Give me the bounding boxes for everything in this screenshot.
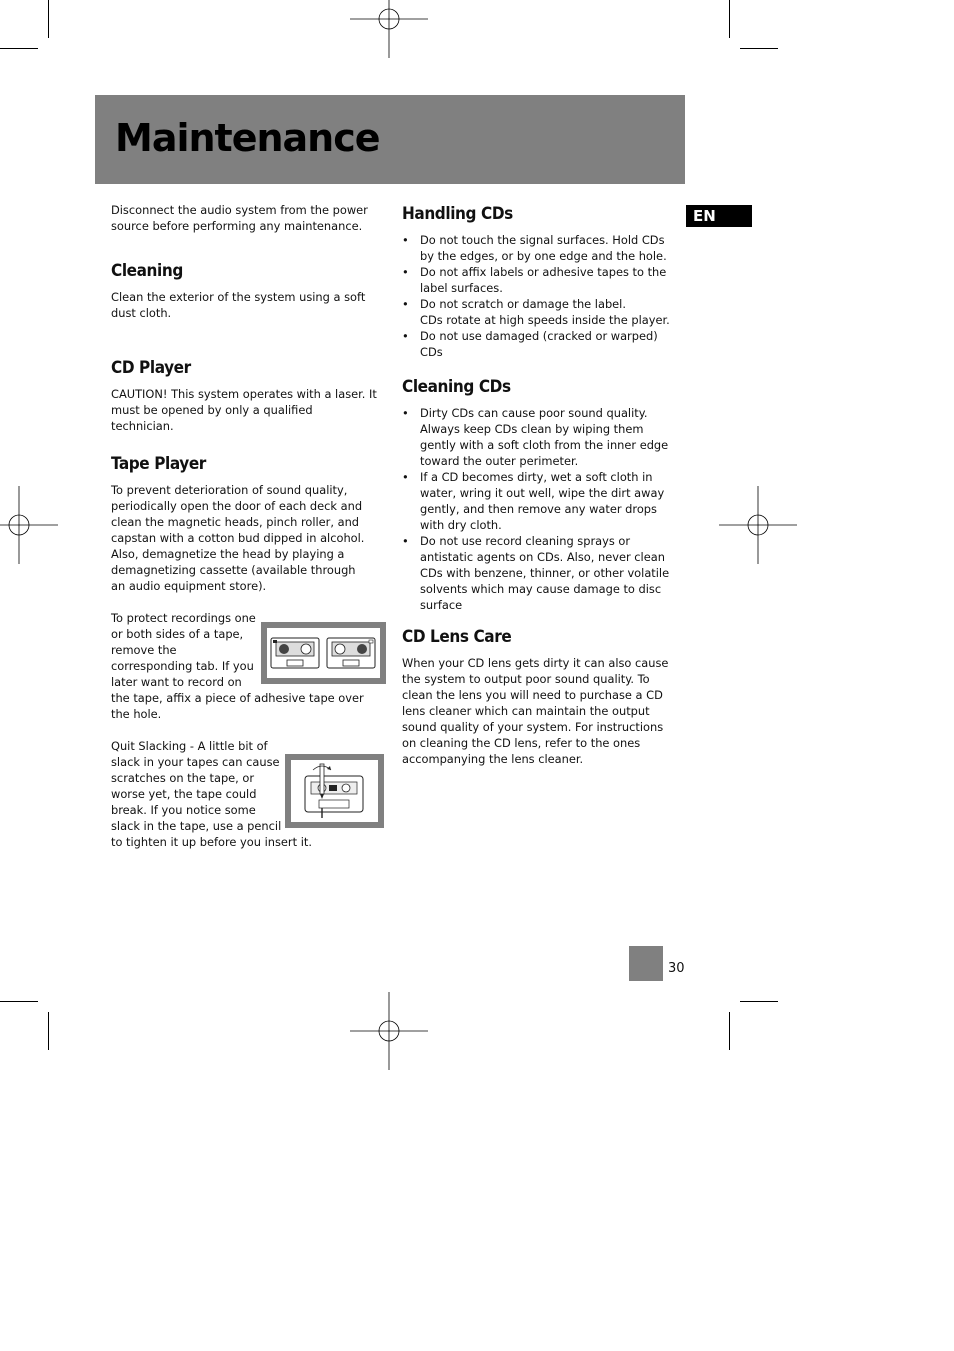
- text-line: To protect recordings one: [111, 611, 256, 625]
- list-item-text: Do not touch the signal surfaces. Hold CDs by the edges, or by one edge and the hole.: [420, 233, 667, 263]
- crop-mark: [740, 48, 778, 49]
- registration-mark-icon: [350, 0, 428, 58]
- list-item-text: Do not scratch or damage the label. CDs rotate at high speeds inside the player.: [420, 297, 670, 327]
- page-title: Maintenance: [115, 116, 380, 160]
- cleaning-heading: Cleaning: [111, 261, 183, 281]
- crop-mark: [48, 1012, 49, 1050]
- cd-player-text: CAUTION! This system operates with a laser. It must be opened by only a qualified technician.: [111, 387, 377, 433]
- handling-cds-list: [402, 232, 674, 360]
- text-line: slack in your tapes can cause: [111, 755, 280, 769]
- text-line: corresponding tab. If you: [111, 659, 254, 673]
- cassette-tab-figure: [261, 622, 386, 684]
- list-item: • Do not scratch or damage the label. CDs rotate at high speeds inside the player.: [402, 297, 670, 327]
- text-line: Quit Slacking - A little bit of: [111, 739, 268, 753]
- cleaning-cds-heading: Cleaning CDs: [402, 377, 511, 397]
- cd-player-heading: CD Player: [111, 358, 191, 378]
- page-number-box: [629, 946, 663, 981]
- tape-player-heading: Tape Player: [111, 454, 206, 474]
- text-line: remove the: [111, 643, 177, 657]
- text-line: the tape, affix a piece of adhesive tape over the hole.: [111, 691, 364, 721]
- crop-mark: [48, 0, 49, 38]
- text-line: later want to record on: [111, 675, 242, 689]
- list-item-text: Dirty CDs can cause poor sound quality. Always keep CDs clean by wiping them gently with a soft cloth from the inner edge toward the outer perimeter.: [420, 406, 669, 468]
- list-item-text: Do not use record cleaning sprays or antistatic agents on CDs. Also, never clean CDs with benzene, thinner, or other volatile solvents which may cause damage to disc surface: [420, 534, 670, 612]
- page-number: 30: [668, 961, 685, 976]
- text-line: worse yet, the tape could: [111, 787, 257, 801]
- text-line: slack in the tape, use a pencil: [111, 819, 282, 833]
- text-line: scratches on the tape, or: [111, 771, 255, 785]
- crop-mark: [740, 1001, 778, 1002]
- list-item-text: Do not affix labels or adhesive tapes to the label surfaces.: [420, 265, 667, 295]
- text-line: break. If you notice some: [111, 803, 256, 817]
- registration-mark-icon: [0, 486, 58, 564]
- registration-mark-icon: [350, 992, 428, 1070]
- cassette-pencil-icon: [291, 760, 378, 822]
- crop-mark: [729, 1012, 730, 1050]
- cd-lens-care-heading: CD Lens Care: [402, 627, 512, 647]
- text-line: or both sides of a tape,: [111, 627, 244, 641]
- list-item: • Dirty CDs can cause poor sound quality. Always keep CDs clean by wiping them gently with a soft cloth from the inner edge toward the outer perimeter.: [402, 406, 669, 468]
- cleaning-text: Clean the exterior of the system using a soft dust cloth.: [111, 290, 366, 320]
- intro-text: Disconnect the audio system from the power source before performing any maintenance.: [111, 203, 368, 233]
- list-item: • Do not touch the signal surfaces. Hold CDs by the edges, or by one edge and the hole.: [402, 233, 667, 263]
- cassette-pencil-figure: [285, 754, 384, 828]
- list-item-text: Do not use damaged (cracked or warped) CDs: [420, 329, 658, 359]
- cassette-tab-icon: [267, 628, 380, 678]
- list-item: • If a CD becomes dirty, wet a soft cloth in water, wring it out well, wipe the dirt away gently, and then remove any water drops with dry cloth.: [402, 470, 665, 532]
- cleaning-cds-list: [402, 405, 676, 613]
- crop-mark: [0, 1001, 38, 1002]
- crop-mark: [0, 48, 38, 49]
- crop-mark: [729, 0, 730, 38]
- list-item-text: If a CD becomes dirty, wet a soft cloth in water, wring it out well, wipe the dirt away gently, and then remove any water drops with dry cloth.: [420, 470, 665, 532]
- cd-lens-care-text: When your CD lens gets dirty it can also cause the system to output poor sound quality. To clean the lens you will need to purchase a CD lens cleaner which can maintain the output sound quality of your system. For instructions on cleaning the CD lens, refer to the ones accompanying the lens cleaner.: [402, 656, 669, 766]
- list-item: • Do not use record cleaning sprays or antistatic agents on CDs. Also, never clean CDs with benzene, thinner, or other volatile solvents which may cause damage to disc surface: [402, 534, 670, 612]
- list-item: • Do not use damaged (cracked or warped) CDs: [402, 329, 658, 359]
- list-item: • Do not affix labels or adhesive tapes to the label surfaces.: [402, 265, 667, 295]
- registration-mark-icon: [719, 486, 797, 564]
- text-line: to tighten it up before you insert it.: [111, 835, 312, 849]
- tape-player-text: To prevent deterioration of sound quality, periodically open the door of each deck and clean the magnetic heads, pinch roller, and capstan with a cotton bud dipped in alcohol. Also, demagnetize the head by playing a demagnetizing cassette (available through an audio equipment store).: [111, 483, 365, 593]
- handling-cds-heading: Handling CDs: [402, 204, 513, 224]
- language-tab: EN: [686, 205, 752, 227]
